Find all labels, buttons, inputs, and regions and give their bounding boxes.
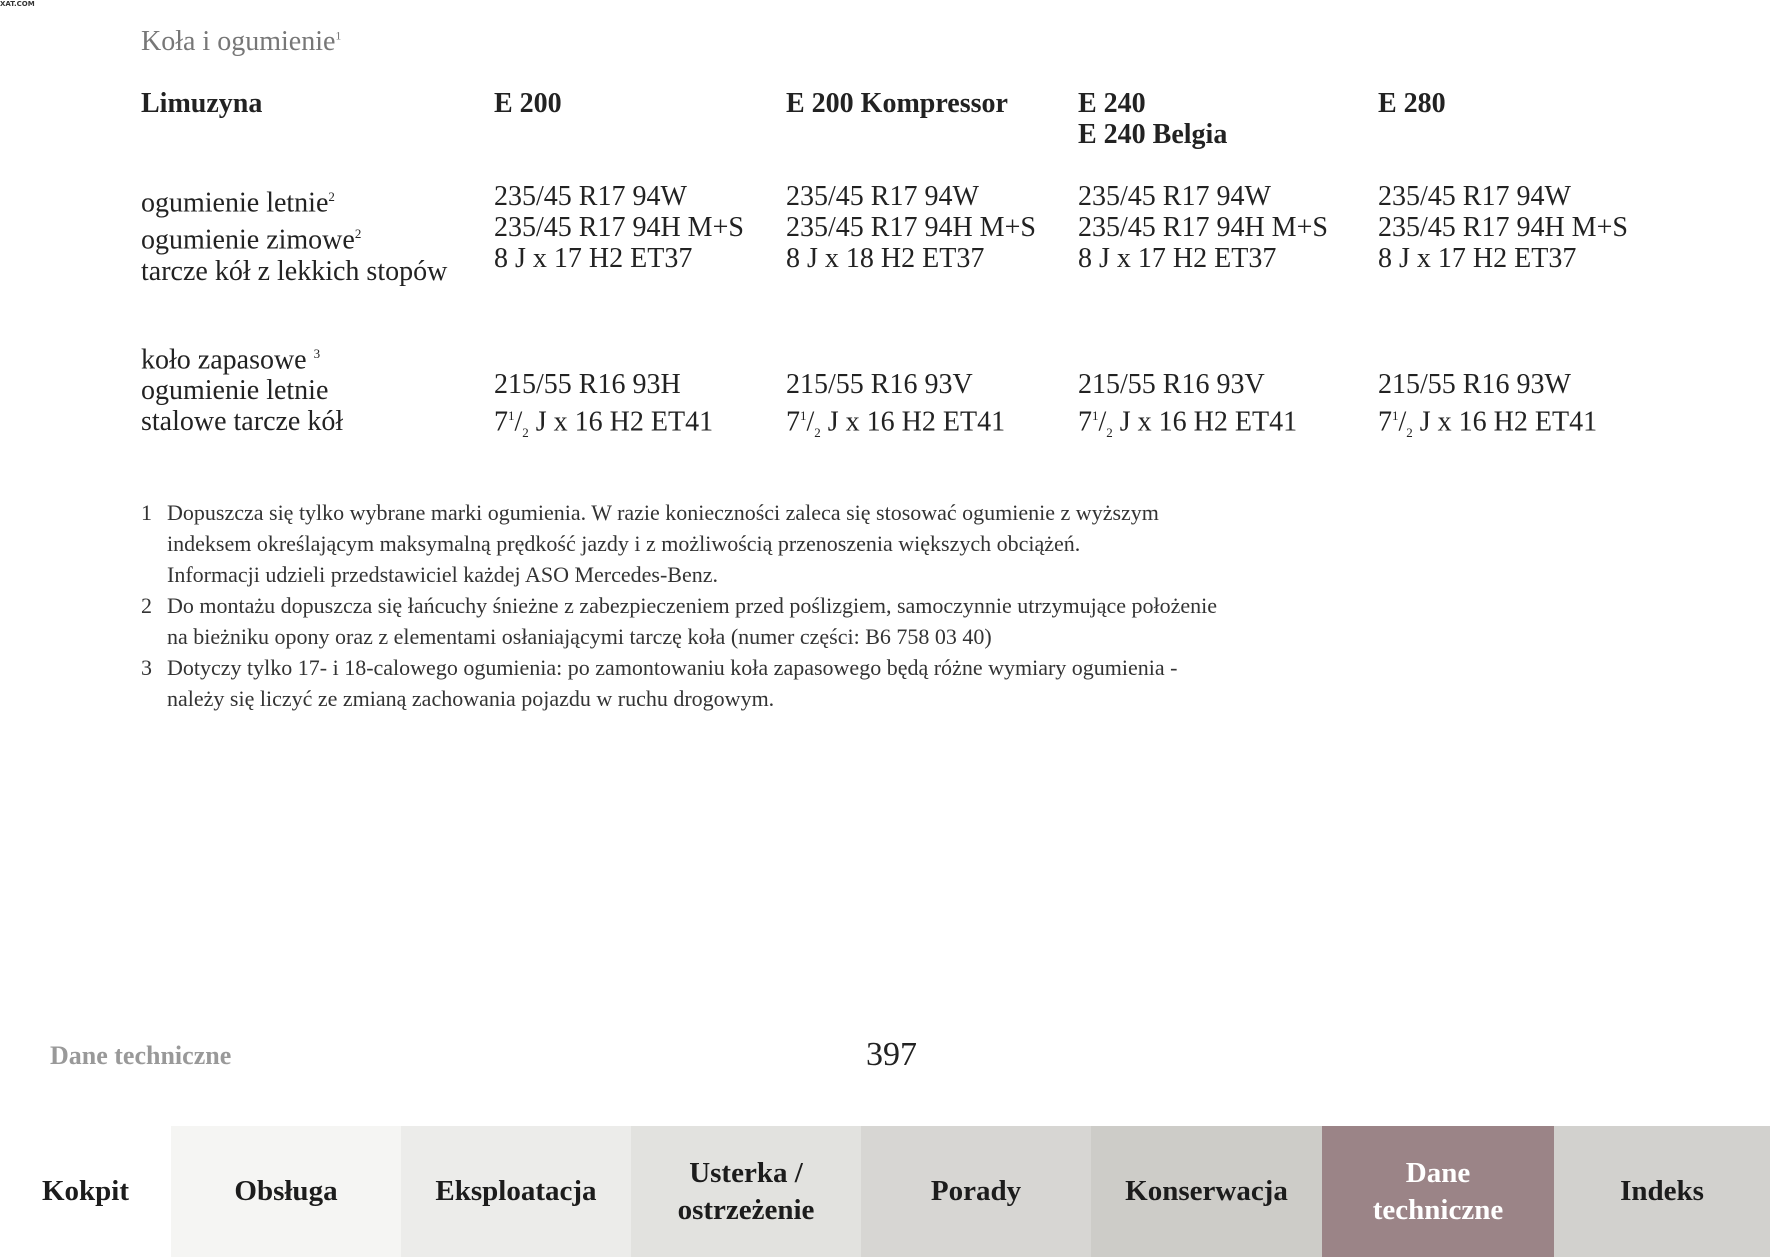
footnote-line: Dotyczy tylko 17- i 18-calowego ogumienia: po zamontowaniu koła zapasowego będą różne wymiary ogumienia -	[167, 655, 1178, 680]
footnote-number: 1	[141, 500, 152, 525]
footnote-3	[141, 652, 1381, 714]
label-spare-wheel	[141, 338, 343, 375]
label-summer-text: ogumienie letnie	[141, 187, 329, 219]
col-e200-spare	[494, 369, 713, 448]
rim-whole: 7	[1378, 406, 1392, 438]
header-e240-label: E 240	[1078, 88, 1146, 119]
cell-spare-rim-e240: $7^1/_2$ J x 16 H2 ET41	[1078, 406, 1298, 440]
nav-tab-obsluga[interactable]	[171, 1126, 401, 1257]
cell-winter-e200k: 235/45 R17 94H M+S	[786, 212, 1036, 243]
cell-spare-rim-e200: $7^1/_2$ J x 16 H2 ET41	[494, 406, 714, 440]
col-e280-spare	[1378, 369, 1597, 448]
watermark: XAT.COM	[0, 0, 35, 8]
label-steel-rims: stalowe tarcze kół	[141, 406, 344, 438]
cell-rims-e200: 8 J x 17 H2 ET37	[494, 243, 693, 274]
nav-label: Eksploatacja	[435, 1175, 597, 1207]
nav-tab-konserwacja[interactable]	[1091, 1126, 1322, 1257]
rim-frac-den: 2	[1406, 424, 1413, 440]
col-e240-spare	[1078, 369, 1297, 448]
nav-tab-porady[interactable]	[861, 1126, 1091, 1257]
nav-label: Konserwacja	[1125, 1175, 1288, 1207]
row-labels-spare	[141, 338, 343, 437]
rim-frac-num: 1	[508, 408, 515, 423]
rim-whole: 7	[494, 406, 508, 438]
footnote-line: na bieżniku opony oraz z elementami osłaniającymi tarczę koła (numer części: B6 758 03 40)	[167, 624, 992, 649]
header-e240-belgia: E 240 Belgia	[1078, 119, 1228, 150]
header-e200-kompressor: E 200 Kompressor	[786, 88, 1008, 119]
footnote-2	[141, 590, 1381, 652]
chapter-nav	[0, 1126, 1770, 1257]
cell-spare-tyre-e200k: 215/55 R16 93V	[786, 369, 973, 400]
col-e280-block-1	[1378, 181, 1628, 274]
nav-label: Dane	[1405, 1156, 1471, 1189]
header-e200: E 200	[494, 88, 562, 119]
label-alloy-rims: tarcze kół z lekkich stopów	[141, 255, 448, 287]
footnote-line: Dopuszcza się tylko wybrane marki ogumienia. W razie konieczności zaleca się stosować ogumienie z wyższym	[167, 500, 1159, 525]
nav-label: ostrzeżenie	[677, 1193, 815, 1226]
nav-label: Obsługa	[234, 1175, 338, 1207]
nav-tab-kokpit[interactable]	[0, 1126, 171, 1257]
footer-section-title: Dane techniczne	[50, 1041, 232, 1070]
nav-label: techniczne	[1372, 1193, 1504, 1226]
rim-rest: J x 16 H2 ET41	[1419, 406, 1598, 438]
footnote-number: 2	[141, 593, 152, 618]
rim-frac-num: 1	[1092, 408, 1099, 423]
cell-spare-tyre-e240: 215/55 R16 93V	[1078, 369, 1265, 400]
footnote-line: należy się liczyć ze zmianą zachowania pojazdu w ruchu drogowym.	[167, 686, 775, 711]
label-spare-summer-tyres: ogumienie letnie	[141, 375, 329, 407]
rim-frac-num: 1	[1392, 408, 1399, 423]
section-title-note: 1	[335, 28, 342, 43]
footnotes	[141, 497, 1381, 714]
cell-rims-e240: 8 J x 17 H2 ET37	[1078, 243, 1277, 274]
rim-rest: J x 16 H2 ET41	[1119, 406, 1298, 438]
label-winter-text: ogumienie zimowe	[141, 224, 355, 256]
header-e240	[1078, 88, 1227, 150]
rim-rest: J x 16 H2 ET41	[827, 406, 1006, 438]
page-number: 397	[866, 1036, 917, 1073]
nav-tab-eksploatacja[interactable]	[401, 1126, 631, 1257]
label-winter-note: 2	[354, 226, 362, 242]
footnote-line: Do montażu dopuszcza się łańcuchy śnieżne z zabezpieczeniem przed poślizgiem, samoczynnie utrzymujące położenie	[167, 593, 1218, 618]
cell-summer-e200k: 235/45 R17 94W	[786, 181, 979, 212]
cell-winter-e240: 235/45 R17 94H M+S	[1078, 212, 1328, 243]
rim-whole: 7	[1078, 406, 1092, 438]
cell-rims-e280: 8 J x 17 H2 ET37	[1378, 243, 1577, 274]
cell-rims-e200k: 8 J x 18 H2 ET37	[786, 243, 985, 274]
label-summer-tyres	[141, 181, 447, 218]
nav-label: Porady	[930, 1175, 1022, 1207]
header-e280: E 280	[1378, 88, 1446, 119]
cell-spare-rim-e280: $7^1/_2$ J x 16 H2 ET41	[1378, 406, 1598, 440]
nav-tab-indeks[interactable]	[1554, 1126, 1770, 1257]
footnote-number: 3	[141, 655, 152, 680]
rim-frac-den: 2	[1106, 424, 1113, 440]
nav-label: Usterka /	[689, 1156, 803, 1189]
footnote-line: Informacji udzieli przedstawiciel każdej ASO Mercedes-Benz.	[167, 562, 718, 587]
rim-rest: J x 16 H2 ET41	[535, 406, 714, 438]
rim-frac-num: 1	[800, 408, 807, 423]
cell-spare-rim-e200k: $7^1/_2$ J x 16 H2 ET41	[786, 406, 1006, 440]
header-model-type: Limuzyna	[141, 88, 263, 119]
rim-frac-den: 2	[814, 424, 821, 440]
nav-label: Kokpit	[41, 1175, 130, 1207]
label-spare-note: 3	[313, 346, 321, 361]
cell-winter-e200: 235/45 R17 94H M+S	[494, 212, 744, 243]
rim-whole: 7	[786, 406, 800, 438]
nav-tab-dane-techniczne[interactable]	[1322, 1126, 1554, 1257]
nav-tab-usterka-ostrzezenie[interactable]	[631, 1126, 861, 1257]
label-summer-note: 2	[328, 189, 335, 204]
cell-spare-tyre-e280: 215/55 R16 93W	[1378, 369, 1571, 400]
rim-frac-den: 2	[522, 424, 529, 440]
label-spare-text: koło zapasowe	[141, 344, 307, 376]
label-winter-tyres	[141, 218, 447, 255]
col-e200k-spare	[786, 369, 1005, 448]
section-title	[141, 26, 341, 58]
cell-summer-e280: 235/45 R17 94W	[1378, 181, 1571, 212]
row-labels-block-1	[141, 181, 447, 287]
footnote-1	[141, 497, 1381, 590]
col-e240-block-1	[1078, 181, 1328, 274]
section-title-text: Koła i ogumienie	[141, 26, 336, 57]
col-e200-block-1	[494, 181, 744, 274]
cell-summer-e240: 235/45 R17 94W	[1078, 181, 1271, 212]
col-e200k-block-1	[786, 181, 1036, 274]
cell-summer-e200: 235/45 R17 94W	[494, 181, 687, 212]
cell-spare-tyre-e200: 215/55 R16 93H	[494, 369, 681, 400]
nav-label: Indeks	[1620, 1175, 1704, 1207]
footnote-line: indeksem określającym maksymalną prędkość jazdy i z możliwością przenoszenia większych obciążeń.	[167, 531, 1081, 556]
cell-winter-e280: 235/45 R17 94H M+S	[1378, 212, 1628, 243]
